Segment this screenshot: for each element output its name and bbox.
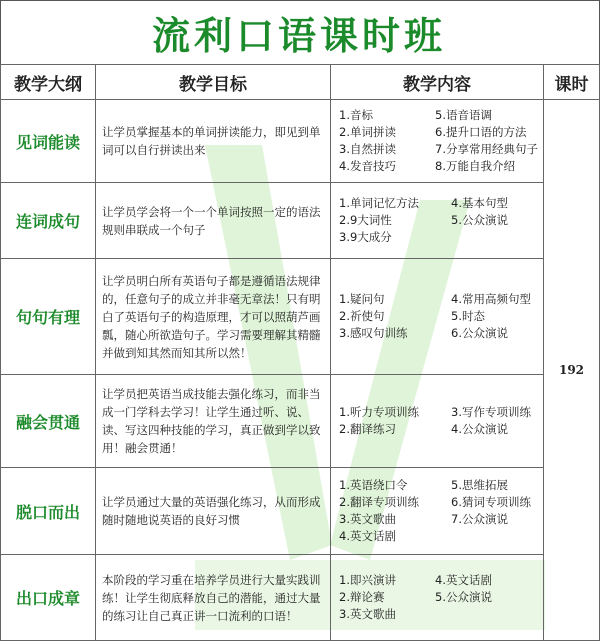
stage-label: 融会贯通 bbox=[1, 375, 96, 468]
content-item: 6.提升口语的方法 bbox=[435, 125, 527, 139]
content-item: 7.公众演说 bbox=[451, 512, 508, 526]
content-item: 6.公众演说 bbox=[451, 326, 508, 340]
header-goal: 教学目标 bbox=[96, 65, 331, 100]
content-item: 5.语音语调 bbox=[435, 108, 492, 122]
goal-text: 让学员把英语当成技能去强化练习，而非当成一门学科去学习！让学生通过听、说、读、写这四种技能的学习，真正做到学以致用！融会贯通！ bbox=[96, 375, 331, 468]
header-content: 教学内容 bbox=[331, 65, 544, 100]
content-item: 6.猜词专项训练 bbox=[451, 495, 531, 509]
header-outline: 教学大纲 bbox=[1, 65, 96, 100]
stage-label: 句句有理 bbox=[1, 259, 96, 375]
content-cell bbox=[331, 468, 544, 555]
content-item: 7.分享常用经典句子 bbox=[435, 142, 538, 156]
content-item: 1.听力专项训练 bbox=[339, 405, 419, 419]
goal-text: 本阶段的学习重在培养学员进行大量实践训练！让学生彻底释放自己的潜能，通过大量的练习让自己真正讲一口流利的口语！ bbox=[96, 555, 331, 641]
title-bar bbox=[0, 0, 598, 64]
content-item: 2.翻译练习 bbox=[339, 422, 396, 436]
goal-text: 让学员明白所有英语句子都是遵循语法规律的，任意句子的成立并非毫无章法！只有明白了英语句子的构造原理，才可以照葫芦画瓢，随心所欲造句子。学习需要理解其精髓并做到知其然而知其所以然！ bbox=[96, 259, 331, 375]
content-item: 1.单词记忆方法 bbox=[339, 196, 419, 210]
stage-label: 见词能读 bbox=[1, 100, 96, 183]
content-item: 1.英语绕口令 bbox=[339, 478, 408, 492]
content-item: 3.自然拼读 bbox=[339, 142, 396, 156]
stage-label: 连词成句 bbox=[1, 183, 96, 259]
content-item: 4.常用高频句型 bbox=[451, 292, 531, 306]
content-item: 3.英文歌曲 bbox=[339, 607, 396, 621]
content-item: 3.写作专项训练 bbox=[451, 405, 531, 419]
stage-label: 出口成章 bbox=[1, 555, 96, 641]
table-row bbox=[1, 555, 600, 641]
content-cell bbox=[331, 259, 544, 375]
hours-value: 192 bbox=[544, 100, 600, 641]
content-item: 3.9大成分 bbox=[339, 230, 392, 244]
goal-text: 让学员通过大量的英语强化练习，从而形成随时随地说英语的良好习惯 bbox=[96, 468, 331, 555]
stage-label: 脱口而出 bbox=[1, 468, 96, 555]
page-title: 流利口语课时班 bbox=[151, 12, 446, 58]
content-item: 4.英文话剧 bbox=[339, 529, 396, 543]
content-item: 2.9大词性 bbox=[339, 213, 392, 227]
content-item: 5.公众演说 bbox=[451, 213, 508, 227]
content-item: 8.万能自我介绍 bbox=[435, 159, 515, 173]
content-item: 5.思维拓展 bbox=[451, 478, 508, 492]
content-cell bbox=[331, 100, 544, 183]
content-item: 3.感叹句训练 bbox=[339, 326, 408, 340]
content-cell bbox=[331, 555, 544, 641]
content-item: 2.翻译专项训练 bbox=[339, 495, 419, 509]
table-row bbox=[1, 259, 600, 375]
content-item: 5.时态 bbox=[451, 309, 485, 323]
content-item: 1.即兴演讲 bbox=[339, 573, 396, 587]
content-item: 1.音标 bbox=[339, 108, 373, 122]
content-item: 3.英文歌曲 bbox=[339, 512, 396, 526]
content-item: 4.公众演说 bbox=[451, 422, 508, 436]
content-item: 4.发音技巧 bbox=[339, 159, 396, 173]
goal-text: 让学员掌握基本的单词拼读能力，即见到单词可以自行拼读出来 bbox=[96, 100, 331, 183]
content-item: 2.辩论赛 bbox=[339, 590, 385, 604]
header-row bbox=[1, 65, 600, 100]
table-row bbox=[1, 375, 600, 468]
table-row bbox=[1, 100, 600, 183]
content-item: 4.英文话剧 bbox=[435, 573, 492, 587]
content-item: 4.基本句型 bbox=[451, 196, 508, 210]
content-item: 2.祈使句 bbox=[339, 309, 385, 323]
content-cell bbox=[331, 375, 544, 468]
content-item: 1.疑问句 bbox=[339, 292, 385, 306]
table-row bbox=[1, 183, 600, 259]
curriculum-table bbox=[0, 64, 600, 641]
header-hours: 课时 bbox=[544, 65, 600, 100]
content-cell bbox=[331, 183, 544, 259]
content-item: 2.单词拼读 bbox=[339, 125, 396, 139]
table-row bbox=[1, 468, 600, 555]
content-item: 5.公众演说 bbox=[435, 590, 492, 604]
goal-text: 让学员学会将一个一个单词按照一定的语法规则串联成一个句子 bbox=[96, 183, 331, 259]
